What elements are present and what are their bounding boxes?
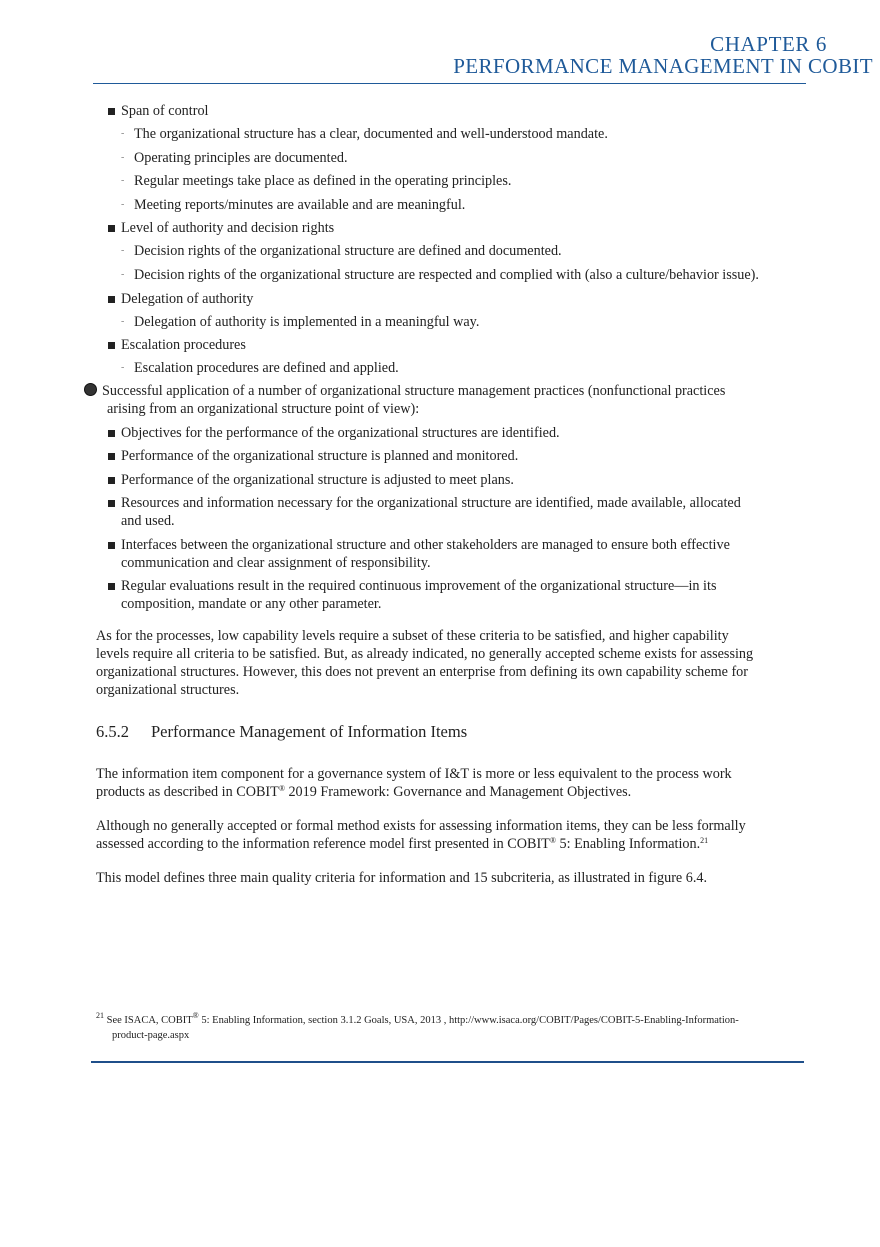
square-bullet-icon [108, 500, 115, 507]
dash-bullet-icon: - [121, 245, 125, 256]
list-item-practice: Regular evaluations result in the required continuous improvement of the organizational structure—in its composition, mandate or any other parameter. [108, 577, 716, 613]
square-bullet-icon [108, 430, 115, 437]
list-item-practice: Interfaces between the organizational structure and other stakeholders are managed to ensure both effective communication and clear assignment of responsibility. [108, 536, 730, 572]
section-title: Performance Management of Information Items [151, 722, 468, 741]
sub-item: - Decision rights of the organizational structure are defined and documented. [121, 243, 562, 259]
square-bullet-icon [108, 542, 115, 549]
list-item-escalation: Escalation procedures [108, 336, 246, 354]
dash-bullet-icon: - [121, 362, 125, 373]
list-item-practice: Performance of the organizational structure is adjusted to meet plans. [108, 471, 514, 489]
sub-item: - Operating principles are documented. [121, 150, 348, 166]
square-bullet-icon [108, 108, 115, 115]
dash-bullet-icon: - [121, 152, 125, 163]
chapter-header [453, 33, 873, 77]
capability-paragraph: As for the processes, low capability levels require a subset of these criteria to be satisfied, and higher capability levels require all criteria to be satisfied. But, as already indicated, no generally accepted scheme exists for assessing organizational structures. However, this does not prevent an enterprise from defining its own capability scheme for organizational structures. [96, 628, 754, 698]
dash-bullet-icon: - [121, 175, 125, 186]
sub-item: - Escalation procedures are defined and applied. [121, 360, 399, 376]
section-heading [96, 722, 467, 742]
sub-item: - The organizational structure has a clear, documented and well-understood mandate. [121, 126, 608, 142]
list-item-practice: Objectives for the performance of the organizational structures are identified. [108, 424, 560, 442]
sub-item: - Delegation of authority is implemented in a meaningful way. [121, 314, 480, 330]
sub-item: - Decision rights of the organizational structure are respected and complied with (also a culture/behavior issue). [121, 267, 759, 283]
practices-intro: Successful application of a number of organizational structure management practices (nonfunctional practices arising from an organizational structure point of view): [84, 382, 784, 418]
footnote-ref[interactable]: 21 [700, 836, 709, 845]
list-item-span-of-control: Span of control [108, 102, 208, 120]
list-item-practice: Performance of the organizational structure is planned and monitored. [108, 447, 518, 465]
dash-bullet-icon: - [121, 128, 125, 139]
assessment-paragraph: Although no generally accepted or formal method exists for assessing information items, they can be less formally assessed according to the information reference model first presented in COBIT® 5: Enabling Information.$^{21}$ [96, 818, 746, 852]
dash-bullet-icon: - [121, 316, 125, 327]
list-item-authority: Level of authority and decision rights [108, 219, 334, 237]
header-rule [93, 83, 806, 84]
footnote-number: 21 [96, 1011, 104, 1020]
square-bullet-icon [108, 453, 115, 460]
square-bullet-icon [108, 477, 115, 484]
square-bullet-icon [108, 296, 115, 303]
chapter-number: CHAPTER 6 [710, 32, 827, 56]
info-paragraph: The information item component for a governance system of I&T is more or less equivalent to the process work products as described in COBIT® 2019 Framework: Governance and Management Objectives. [96, 766, 732, 800]
square-bullet-icon [108, 225, 115, 232]
circle-bullet-icon [84, 383, 97, 396]
model-paragraph: This model defines three main quality criteria for information and 15 subcriteria, as illustrated in figure 6.4. [96, 870, 708, 886]
footnote: $^{21}$ See ISACA, COBIT® 5: Enabling Information, section 3.1.2 Goals, USA, 2013 , http://www.isaca.org/COBIT/Pages/COBIT-5-Enabling-Information- product-page.aspx [96, 1011, 739, 1041]
sub-item: - Regular meetings take place as defined in the operating principles. [121, 173, 512, 189]
square-bullet-icon [108, 342, 115, 349]
sub-item: - Meeting reports/minutes are available and are meaningful. [121, 197, 466, 213]
square-bullet-icon [108, 583, 115, 590]
footer-rule [91, 1061, 804, 1063]
chapter-title: PERFORMANCE MANAGEMENT IN COBIT [453, 54, 873, 78]
dash-bullet-icon: - [121, 199, 125, 210]
dash-bullet-icon: - [121, 269, 125, 280]
section-number: 6.5.2 [96, 722, 129, 741]
list-item-practice: Resources and information necessary for the organizational structure are identified, made available, allocated and used. [108, 494, 741, 530]
list-item-delegation: Delegation of authority [108, 290, 253, 308]
